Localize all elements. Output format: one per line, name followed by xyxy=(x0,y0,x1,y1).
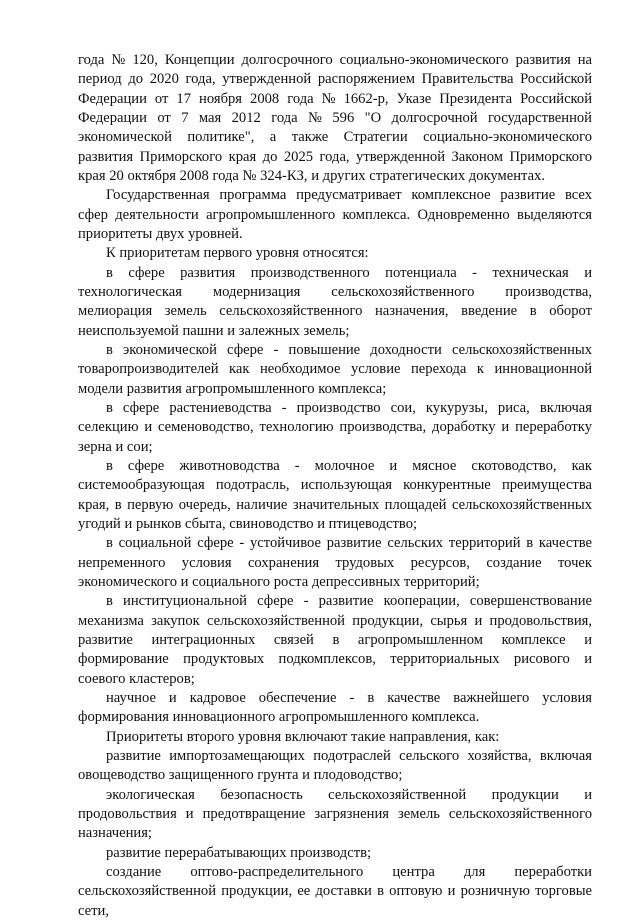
word: перерабатывающих xyxy=(164,844,287,861)
word: инновационной xyxy=(494,361,592,378)
word: социальной xyxy=(118,535,192,552)
word: важнейшего xyxy=(453,689,530,706)
word: значительных xyxy=(292,496,380,513)
word: назначения, xyxy=(375,303,449,320)
word: формирования xyxy=(78,709,169,726)
word: сои; xyxy=(126,438,153,455)
word: в xyxy=(529,303,537,320)
word: земель xyxy=(397,805,440,822)
word: продукции xyxy=(491,786,559,803)
word: развития xyxy=(78,148,134,165)
word: сельскохозяйственной xyxy=(78,883,217,900)
word: Концепции xyxy=(164,52,235,68)
word: назначения; xyxy=(78,825,152,842)
word: земель xyxy=(164,303,207,320)
word: социального xyxy=(192,573,271,590)
word: К xyxy=(106,245,116,262)
word: агропромышленном xyxy=(357,631,484,648)
word: 2025 xyxy=(283,148,314,165)
word: и xyxy=(302,767,310,784)
word: депрессивных xyxy=(311,573,401,590)
word: кадровое xyxy=(189,689,246,706)
word: - xyxy=(273,341,279,358)
word: и xyxy=(389,457,398,474)
word: и xyxy=(447,883,456,900)
word: развития xyxy=(180,264,236,281)
word: и xyxy=(124,515,133,532)
word: № xyxy=(308,109,322,126)
word: а xyxy=(269,129,277,146)
word: трудовых xyxy=(335,554,395,571)
word: селекцию xyxy=(78,419,139,436)
word: предусматривает xyxy=(296,187,402,204)
word: сырья xyxy=(430,612,468,629)
word: утвержденной xyxy=(356,148,446,165)
word: и xyxy=(584,786,592,803)
word: 324-КЗ, xyxy=(260,167,308,184)
word: формирование xyxy=(78,651,169,668)
word: условие xyxy=(350,361,401,378)
word: двух xyxy=(156,225,185,242)
word: - xyxy=(239,535,245,552)
word: продовольствия xyxy=(78,805,177,822)
word: угодий xyxy=(78,515,121,532)
word: введение xyxy=(461,303,518,320)
word: технологическая xyxy=(78,283,182,300)
word: и xyxy=(501,419,510,436)
word: сельскохозяйственного xyxy=(448,805,592,822)
word: и xyxy=(317,515,326,532)
word: свиноводство xyxy=(229,515,314,532)
word: скотоводство, xyxy=(471,457,557,474)
word: уровней. xyxy=(188,225,243,242)
word: растениеводства xyxy=(169,399,272,416)
word: Правительства xyxy=(421,71,514,88)
word: как xyxy=(229,361,250,378)
word: приоритеты xyxy=(78,225,153,242)
word: включают xyxy=(284,728,348,745)
word: первого xyxy=(203,245,253,262)
word: сбыта, xyxy=(185,515,226,532)
word: и xyxy=(115,438,124,455)
word: сфере xyxy=(127,457,165,474)
word: в xyxy=(106,593,113,610)
word: предотвращение xyxy=(202,805,306,822)
word: для xyxy=(463,863,486,880)
word: грунта xyxy=(257,767,299,784)
word: - xyxy=(294,457,300,474)
word: 120, xyxy=(132,52,158,68)
word: экологическая xyxy=(106,786,195,803)
word: - xyxy=(472,264,478,281)
word: программа xyxy=(219,187,287,204)
word: доставки xyxy=(315,883,372,900)
word: подотрасль, xyxy=(215,477,290,494)
word: сельскохозяйственного xyxy=(331,283,475,300)
word: экономической xyxy=(123,341,217,358)
word: подкомплексов, xyxy=(278,651,376,668)
word: в xyxy=(106,535,113,552)
word: сельского xyxy=(399,747,460,764)
word: и xyxy=(144,419,153,436)
word: непременного xyxy=(78,554,166,571)
word: - xyxy=(281,399,287,416)
word: стратегических xyxy=(369,167,466,184)
word: кукурузы, xyxy=(425,399,488,416)
word: сельскохозяйственного xyxy=(219,303,363,320)
word: 17 xyxy=(176,90,192,107)
word: ее xyxy=(297,883,311,900)
word: сельских xyxy=(387,535,444,552)
word: научное xyxy=(106,689,156,706)
word: сфер xyxy=(78,206,108,223)
word: как: xyxy=(474,728,500,745)
word: "О xyxy=(364,109,382,126)
word: комплекса. xyxy=(342,206,411,223)
word: включая xyxy=(539,399,592,416)
word: качестве xyxy=(387,689,441,706)
word: уровня xyxy=(237,728,282,745)
word: и xyxy=(474,612,483,629)
word: оптово-распределительного xyxy=(190,863,364,880)
word: условия xyxy=(542,689,592,706)
word: залежных xyxy=(238,322,300,339)
word: развития xyxy=(126,380,182,397)
word: продовольствия, xyxy=(489,612,592,629)
word: доходности xyxy=(370,341,442,358)
word: сохранения xyxy=(247,554,320,571)
word: сфере xyxy=(227,341,264,358)
word: экономического xyxy=(78,573,178,590)
word: комплексное xyxy=(411,187,491,204)
word: мясное xyxy=(412,457,457,474)
word: социально-экономического xyxy=(339,52,509,68)
word: мая xyxy=(198,109,222,126)
word: повышение xyxy=(288,341,361,358)
word: рынков xyxy=(135,515,182,532)
word: точек xyxy=(557,554,592,571)
word: розничную xyxy=(460,883,530,900)
word: потенциала xyxy=(385,264,457,281)
word: развития xyxy=(515,52,571,68)
word: первую xyxy=(127,496,174,513)
word: Одновременно xyxy=(417,206,510,223)
word: 2012 xyxy=(231,109,261,126)
word: животноводства xyxy=(179,457,280,474)
word: года xyxy=(212,167,239,184)
word: приоритетам xyxy=(119,245,200,262)
word: Приморского xyxy=(509,148,592,165)
word: торговые xyxy=(535,883,592,900)
word: преимущества xyxy=(501,477,592,494)
word: 596 xyxy=(332,109,355,126)
word: производство xyxy=(296,399,381,416)
word: года xyxy=(78,52,105,68)
word: от xyxy=(154,90,169,107)
word: в xyxy=(332,631,340,648)
word: перехода xyxy=(410,361,467,378)
word: и xyxy=(227,322,236,339)
word: года xyxy=(287,90,314,107)
word: в xyxy=(377,883,384,900)
word: территориальных xyxy=(390,651,500,668)
word: сфере xyxy=(197,535,234,552)
word: условия xyxy=(181,554,232,571)
word: долгосрочного xyxy=(241,52,333,68)
text-line xyxy=(0,900,640,922)
word: наличие xyxy=(236,496,288,513)
word: модели xyxy=(78,380,124,397)
word: в xyxy=(367,689,375,706)
word: выделяются xyxy=(516,206,592,223)
word: Государственная xyxy=(106,187,210,204)
word: № xyxy=(111,52,126,68)
word: края xyxy=(228,148,257,165)
word: техническая xyxy=(492,264,569,281)
word: земель; xyxy=(303,322,350,339)
word: пашни xyxy=(182,322,224,339)
word: комплекса. xyxy=(411,709,480,726)
word: продукции, xyxy=(352,612,424,629)
word: сельскохозяйственных xyxy=(451,341,592,358)
word: интеграционных xyxy=(151,631,256,648)
word: комплексе xyxy=(501,631,566,648)
word: защищенного xyxy=(168,767,254,784)
word: комплекса; xyxy=(318,380,387,397)
word: продуктовых xyxy=(183,651,265,668)
word: в xyxy=(106,264,113,281)
word: в xyxy=(106,457,113,474)
word: включая xyxy=(539,747,592,764)
word: очередь, xyxy=(178,496,231,513)
word: всех xyxy=(564,187,592,204)
word: механизма xyxy=(78,612,144,629)
word: уровня xyxy=(255,245,300,262)
word: площадей xyxy=(384,496,447,513)
word: устойчивое xyxy=(249,535,321,552)
word: развитие xyxy=(78,631,133,648)
word: такие xyxy=(351,728,386,745)
word: сельскохозяйственных xyxy=(451,496,592,513)
word: импортозамещающих xyxy=(169,747,305,764)
word: 1662-р, xyxy=(343,90,389,107)
word: в xyxy=(106,399,113,416)
word: Федерации xyxy=(78,90,147,107)
word: других xyxy=(322,167,366,184)
word: агропромышленного xyxy=(206,206,336,223)
word: 2020 xyxy=(149,71,179,88)
word: Законом xyxy=(451,148,503,165)
word: и xyxy=(584,264,592,281)
word: институциональной xyxy=(123,593,247,610)
word: производств; xyxy=(290,844,372,861)
word: агропромышленного xyxy=(185,380,315,397)
word: подотраслей xyxy=(313,747,391,764)
word: плодоводство; xyxy=(313,767,403,784)
word: направления, xyxy=(389,728,472,745)
word: 7 xyxy=(181,109,189,126)
word: создание xyxy=(486,554,542,571)
word: овощеводство xyxy=(78,767,166,784)
word: развитие xyxy=(318,593,374,610)
word: экономической xyxy=(78,129,172,146)
word: инновационного xyxy=(172,709,276,726)
word: на xyxy=(577,52,592,68)
word: хозяйства, xyxy=(467,747,532,764)
word: товаропроизводителей xyxy=(78,361,219,378)
word: октября xyxy=(127,167,176,184)
word: молочное xyxy=(314,457,375,474)
word: территорий xyxy=(448,535,521,552)
word: к xyxy=(476,361,484,378)
word: переработки xyxy=(514,863,592,880)
word: № xyxy=(321,90,336,107)
word: до xyxy=(262,148,278,165)
word: центра xyxy=(392,863,435,880)
word: совершенствование xyxy=(469,593,592,610)
word: и xyxy=(168,689,177,706)
word: производственного xyxy=(250,264,370,281)
word: рисового xyxy=(513,651,570,668)
word: неиспользуемой xyxy=(78,322,179,339)
word: года, xyxy=(185,71,216,88)
word: и xyxy=(180,573,189,590)
word: 20 xyxy=(109,167,124,184)
word: сфере xyxy=(257,593,294,610)
word: агропромышленного xyxy=(278,709,408,726)
word: второго xyxy=(186,728,235,745)
word: в xyxy=(106,341,113,358)
word: и xyxy=(185,805,194,822)
word: года xyxy=(271,109,298,126)
word: сети, xyxy=(78,902,109,919)
word: и xyxy=(584,631,592,648)
word: семеноводство, xyxy=(157,419,254,436)
word: период xyxy=(78,71,122,88)
word: развитие xyxy=(500,187,556,204)
word: сои, xyxy=(390,399,416,416)
word: оборот xyxy=(549,303,592,320)
word: зерна xyxy=(78,438,112,455)
word: развитие xyxy=(106,844,161,861)
word: распоряжением xyxy=(317,71,415,88)
word: роста xyxy=(273,573,309,590)
word: необходимое xyxy=(259,361,341,378)
word: использующая xyxy=(300,477,392,494)
word: обеспечение xyxy=(258,689,337,706)
word: в xyxy=(114,496,122,513)
word: Приморского xyxy=(139,148,223,165)
word: Российской xyxy=(520,90,592,107)
word: Приоритеты xyxy=(106,728,184,745)
word: года, xyxy=(319,148,350,165)
word: политике", xyxy=(187,129,255,146)
word: - xyxy=(303,593,309,610)
word: связей xyxy=(273,631,314,648)
word: Федерации xyxy=(78,109,147,126)
word: сельскохозяйственной xyxy=(206,612,345,629)
word: Российской xyxy=(520,71,592,88)
word: в xyxy=(526,535,534,552)
word: 2008 xyxy=(250,90,280,107)
word: конкурентные xyxy=(403,477,491,494)
word: переработку xyxy=(515,419,592,436)
word: оптовую xyxy=(389,883,443,900)
word: качестве xyxy=(538,535,592,552)
word: создание xyxy=(106,863,162,880)
word: относятся: xyxy=(302,245,369,262)
word: и xyxy=(311,167,319,184)
word: также xyxy=(291,129,329,146)
word: как xyxy=(571,457,592,474)
word: долгосрочной xyxy=(391,109,478,126)
word: 2008 xyxy=(179,167,209,184)
word: производства, xyxy=(505,283,592,300)
word: загрязнения xyxy=(314,805,389,822)
word: закупок xyxy=(151,612,200,629)
word: № xyxy=(242,167,257,184)
word: сфере xyxy=(122,399,160,416)
word: системообразующая xyxy=(78,477,205,494)
word: технологию xyxy=(259,419,334,436)
word: документах. xyxy=(468,167,546,184)
word: мелиорация xyxy=(78,303,153,320)
word: соевого xyxy=(78,670,126,687)
word: развитие xyxy=(106,747,161,764)
word: территорий; xyxy=(403,573,480,590)
word: утвержденной xyxy=(222,71,312,88)
word: до xyxy=(128,71,144,88)
word: птицеводство; xyxy=(328,515,418,532)
word: Указе xyxy=(396,90,432,107)
word: сфере xyxy=(128,264,165,281)
word: безопасность xyxy=(220,786,303,803)
word: сельскохозяйственной xyxy=(328,786,467,803)
word: края xyxy=(78,167,106,184)
word: кластеров; xyxy=(129,670,195,687)
word: кооперации, xyxy=(383,593,460,610)
word: развитие xyxy=(326,535,382,552)
word: производства, xyxy=(339,419,427,436)
word: продукции, xyxy=(221,883,293,900)
word: и xyxy=(584,651,592,668)
word: Стратегии xyxy=(343,129,408,146)
word: - xyxy=(349,689,355,706)
word: ноября xyxy=(199,90,243,107)
word: ресурсов, xyxy=(410,554,470,571)
word: доработку xyxy=(432,419,496,436)
word: края, xyxy=(78,496,110,513)
word: государственной xyxy=(487,109,592,126)
word: модернизация xyxy=(212,283,301,300)
word: Президента xyxy=(439,90,513,107)
word: деятельности xyxy=(115,206,199,223)
word: от xyxy=(157,109,171,126)
word: риса, xyxy=(497,399,530,416)
word: социально-экономического xyxy=(423,129,592,146)
